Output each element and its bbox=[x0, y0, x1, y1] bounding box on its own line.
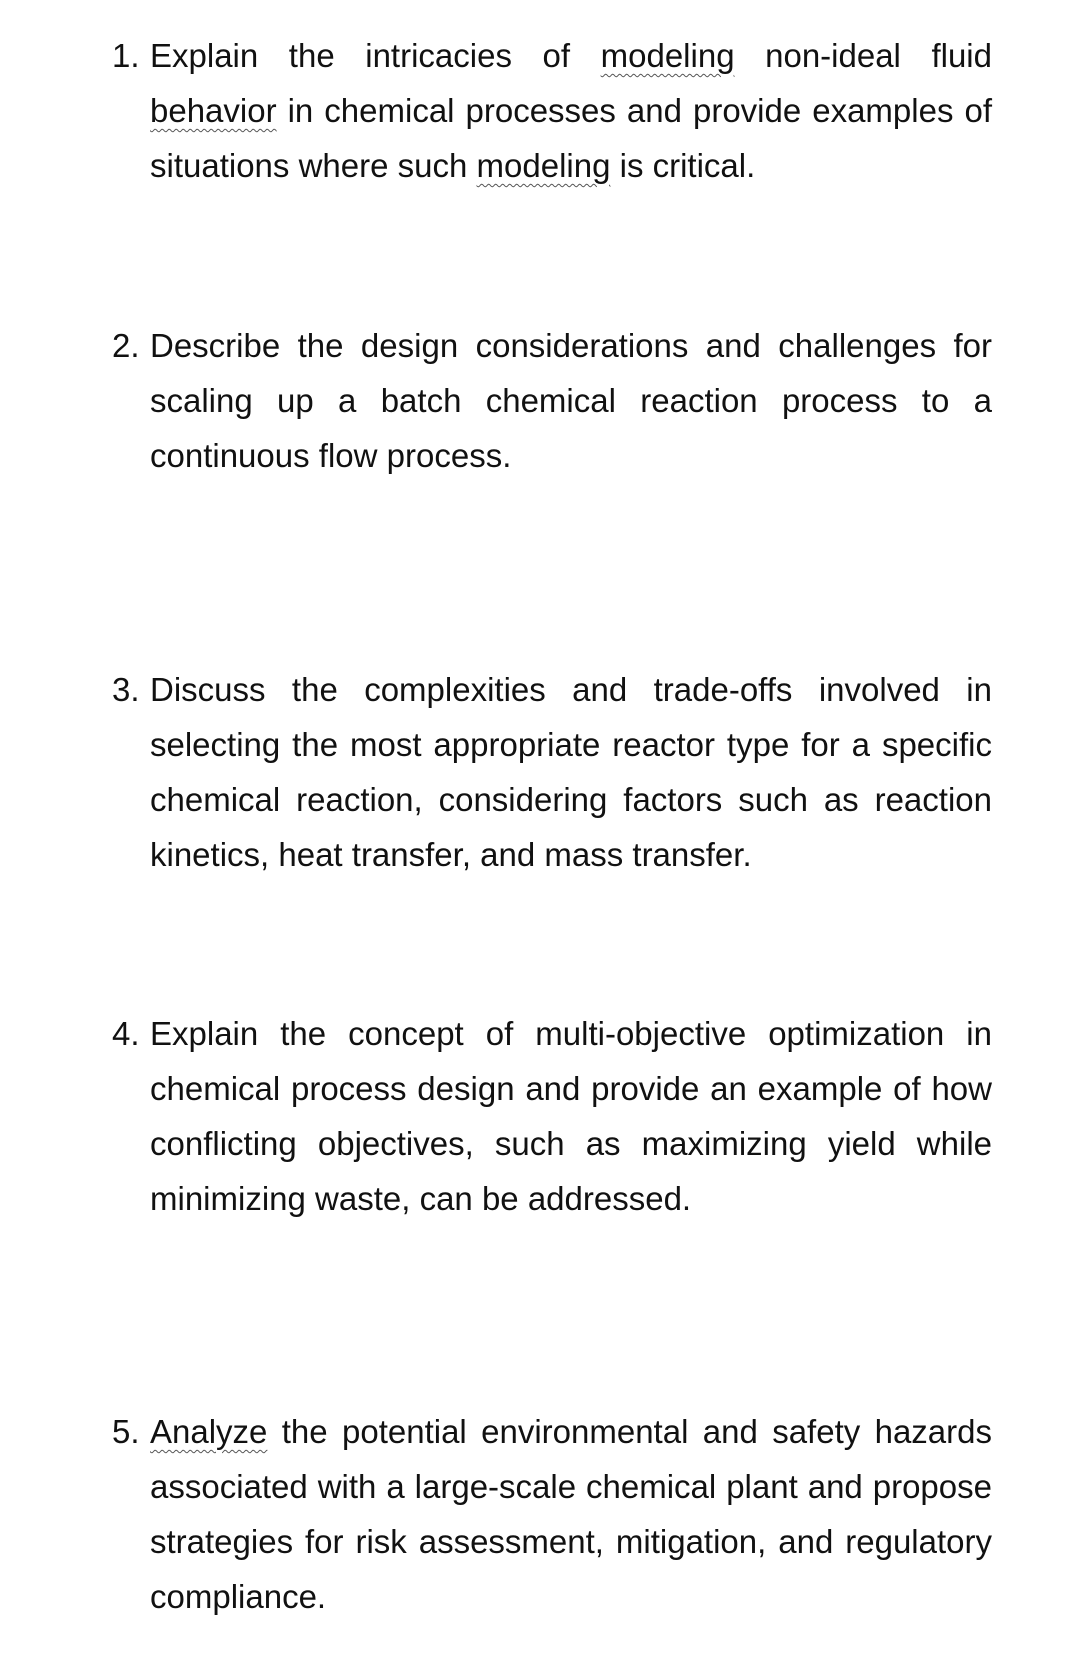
text-fragment: Explain the intricacies of bbox=[150, 37, 601, 74]
text-fragment: in chemical processes and provide examples of situations where such bbox=[150, 92, 992, 184]
text-fragment: the potential environmental and safety hazards associated with a large-scale chemical plant and propose strategies for risk assessment, mitigation, and regulatory compliance. bbox=[150, 1413, 992, 1615]
question-4 bbox=[112, 1006, 992, 1226]
spellcheck-flagged-word: modeling bbox=[600, 37, 735, 74]
question-text bbox=[150, 1006, 992, 1226]
question-2 bbox=[112, 318, 992, 483]
question-number: 4. bbox=[112, 1015, 140, 1052]
question-text bbox=[150, 28, 992, 193]
text-fragment: non-ideal fluid bbox=[734, 37, 992, 74]
text-fragment: Discuss the complexities and trade-offs involved in selecting the most appropriate reactor type for a specific chemical reaction, considering factors such as reaction kinetics, heat transfer, and mass transfer. bbox=[150, 671, 992, 873]
question-text bbox=[150, 318, 992, 483]
question-number: 2. bbox=[112, 327, 140, 364]
question-3 bbox=[112, 662, 992, 882]
question-1 bbox=[112, 28, 992, 193]
question-text bbox=[150, 1404, 992, 1624]
question-number: 1. bbox=[112, 37, 140, 74]
spellcheck-flagged-word: behavior bbox=[150, 92, 277, 129]
text-fragment: is critical. bbox=[610, 147, 756, 184]
text-fragment: Describe the design considerations and challenges for scaling up a batch chemical reaction process to a continuous flow process. bbox=[150, 327, 992, 474]
spellcheck-flagged-word: Analyze bbox=[150, 1413, 268, 1450]
text-fragment: Explain the concept of multi-objective optimization in chemical process design and provide an example of how conflicting objectives, such as maximizing yield while minimizing waste, can be addressed. bbox=[150, 1015, 992, 1217]
question-number: 5. bbox=[112, 1413, 140, 1450]
question-text bbox=[150, 662, 992, 882]
spellcheck-flagged-word: modeling bbox=[476, 147, 611, 184]
question-number: 3. bbox=[112, 671, 140, 708]
question-5 bbox=[112, 1404, 992, 1624]
